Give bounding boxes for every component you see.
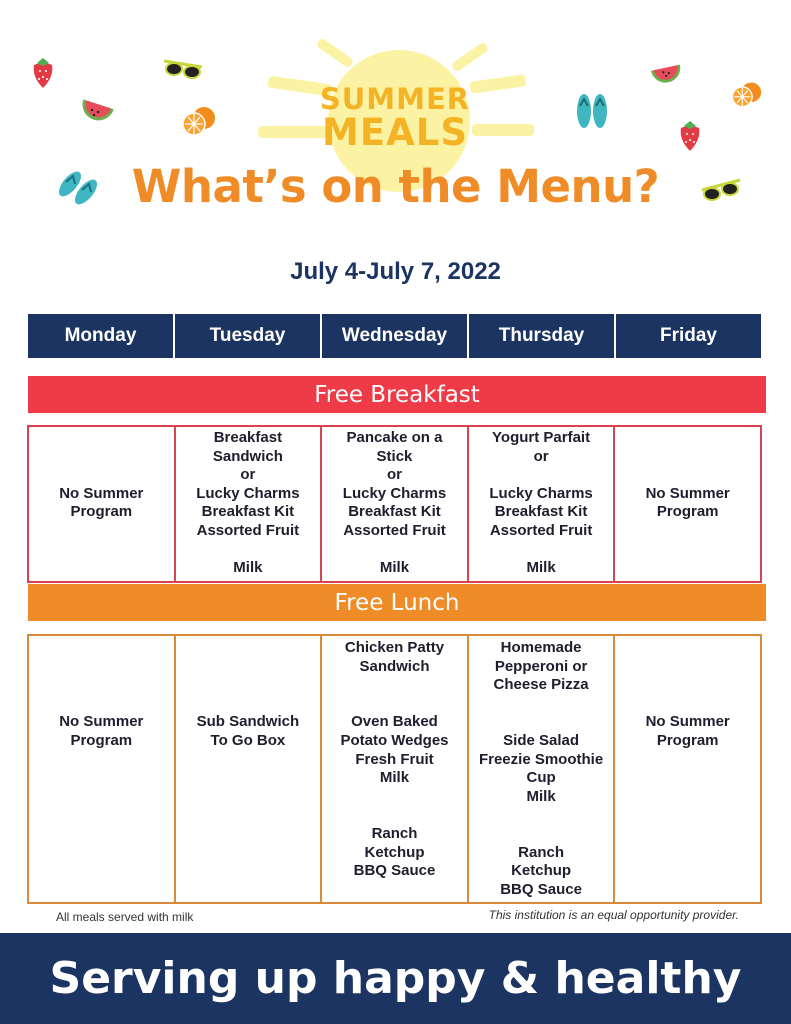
breakfast-cell-friday bbox=[613, 427, 760, 581]
day-monday: Monday bbox=[28, 314, 173, 358]
menu-item-line: Lucky Charms bbox=[196, 484, 300, 502]
summer-word: SUMMER bbox=[319, 82, 471, 116]
watermelon-icon bbox=[648, 62, 686, 88]
menu-item-line: Sandwich bbox=[212, 447, 283, 465]
menu-item-line: Chicken Patty bbox=[344, 639, 445, 656]
menu-item-line: Yogurt Parfait bbox=[492, 429, 591, 446]
menu-item-line: Pancake on a bbox=[346, 429, 443, 446]
lunch-cell-wednesday bbox=[320, 636, 467, 902]
menu-item-line: Ranch bbox=[371, 825, 418, 842]
menu-item-line: or bbox=[240, 466, 256, 484]
menu-item-line: Oven Baked bbox=[351, 713, 438, 731]
day-wednesday: Wednesday bbox=[322, 314, 467, 358]
menu-item-line: Ranch bbox=[518, 843, 564, 861]
menu-item-line: BBQ Sauce bbox=[500, 880, 582, 898]
watermelon-icon bbox=[78, 98, 114, 126]
breakfast-cell-wednesday bbox=[320, 427, 467, 581]
lunch-grid bbox=[27, 634, 762, 904]
menu-item-line: Sub Sandwich bbox=[196, 713, 300, 731]
menu-item-line: Program bbox=[70, 732, 133, 749]
summer-meals-logo bbox=[300, 82, 490, 154]
orange-slice-icon bbox=[180, 104, 218, 138]
menu-item-line: Lucky Charms bbox=[342, 484, 447, 502]
lunch-cell-tuesday bbox=[174, 636, 321, 902]
strawberry-icon bbox=[30, 55, 56, 89]
menu-item-line: Sandwich bbox=[359, 657, 430, 675]
menu-item-line: Milk bbox=[379, 559, 410, 577]
day-tuesday: Tuesday bbox=[175, 314, 320, 358]
menu-item-line: No Summer bbox=[645, 713, 730, 731]
menu-item-line: Fresh Fruit bbox=[355, 750, 434, 768]
menu-item-line: Assorted Fruit bbox=[489, 522, 593, 539]
day-thursday: Thursday bbox=[469, 314, 614, 358]
lunch-cell-friday bbox=[613, 636, 760, 902]
menu-item-line: Assorted Fruit bbox=[196, 522, 300, 539]
sun-ray bbox=[316, 37, 355, 68]
menu-item-line: Breakfast bbox=[213, 429, 283, 446]
menu-item-line: Program bbox=[70, 503, 133, 521]
menu-item-line: Breakfast Kit bbox=[348, 503, 441, 521]
menu-item-line: Potato Wedges bbox=[340, 732, 449, 749]
menu-item-line: To Go Box bbox=[210, 732, 286, 749]
menu-item-line: Lucky Charms bbox=[489, 484, 593, 502]
lunch-cell-thursday bbox=[467, 636, 614, 902]
breakfast-cell-tuesday bbox=[174, 427, 321, 581]
breakfast-cell-monday bbox=[29, 427, 174, 581]
breakfast-grid bbox=[27, 425, 762, 583]
sun-ray bbox=[451, 41, 490, 72]
footer-slogan: Serving up happy & healthy bbox=[0, 933, 791, 1024]
flip-flops-icon bbox=[572, 90, 612, 132]
menu-item-line: Breakfast Kit bbox=[494, 503, 588, 521]
menu-item-line: Milk bbox=[526, 559, 556, 577]
meals-word: MEALS bbox=[322, 111, 468, 154]
menu-item-line: Program bbox=[656, 503, 719, 521]
days-header-row bbox=[28, 314, 761, 358]
breakfast-cell-thursday bbox=[467, 427, 614, 581]
menu-item-line: Homemade bbox=[500, 639, 582, 656]
date-range: July 4-July 7, 2022 bbox=[290, 258, 501, 285]
menu-title: What’s on the Menu? bbox=[131, 160, 660, 213]
breakfast-banner: Free Breakfast bbox=[28, 376, 766, 413]
lunch-banner: Free Lunch bbox=[28, 584, 766, 621]
menu-item-line: or bbox=[533, 447, 549, 465]
menu-item-line: Freezie Smoothie bbox=[478, 750, 604, 768]
menu-item-line: BBQ Sauce bbox=[353, 862, 436, 880]
milk-note: All meals served with milk bbox=[56, 910, 194, 924]
sunglasses-icon bbox=[162, 57, 204, 81]
day-friday: Friday bbox=[616, 314, 761, 358]
equal-opportunity-note: This institution is an equal opportunity provider. bbox=[488, 908, 739, 922]
menu-item-line: Milk bbox=[379, 769, 410, 787]
orange-slice-icon bbox=[728, 78, 762, 112]
menu-item-line: Side Salad bbox=[503, 732, 580, 749]
menu-item-line: Milk bbox=[526, 787, 556, 805]
menu-item-line: No Summer bbox=[645, 484, 730, 502]
menu-item-line: or bbox=[386, 466, 402, 484]
menu-item-line: Assorted Fruit bbox=[343, 522, 446, 539]
menu-item-line: Cheese Pizza bbox=[493, 676, 589, 694]
menu-item-line: Program bbox=[656, 732, 719, 749]
menu-item-line: Ketchup bbox=[364, 843, 425, 861]
menu-item-line: Ketchup bbox=[511, 862, 572, 880]
menu-item-line: Breakfast Kit bbox=[201, 503, 295, 521]
menu-item-line: Cup bbox=[526, 769, 556, 787]
menu-item-line: Pepperoni or bbox=[494, 657, 588, 675]
strawberry-icon bbox=[676, 118, 704, 152]
lunch-cell-monday bbox=[29, 636, 174, 902]
menu-item-line: Milk bbox=[233, 559, 263, 577]
menu-item-line: No Summer bbox=[59, 713, 144, 731]
menu-item-line: No Summer bbox=[59, 484, 144, 502]
menu-item-line: Stick bbox=[376, 447, 413, 465]
